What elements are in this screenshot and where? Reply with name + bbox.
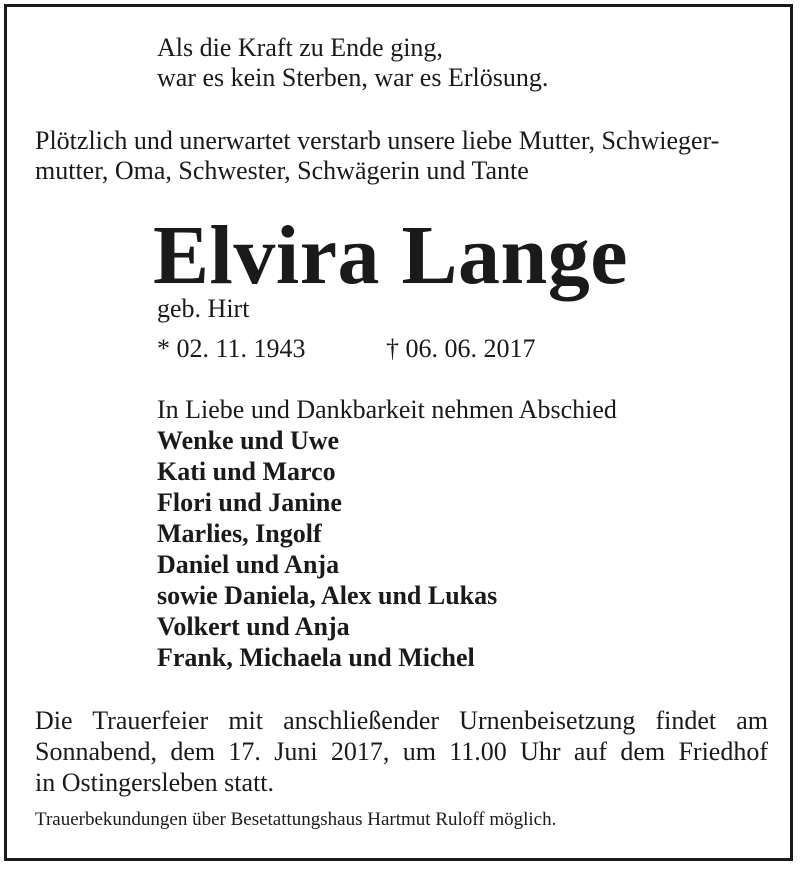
- ceremony-line-2: Sonnabend, dem 17. Juni 2017, um 11.00 Uhr auf dem Friedhof: [35, 737, 768, 766]
- mourner-name: Kati und Marco: [157, 457, 336, 486]
- mourner-name: Frank, Michaela und Michel: [157, 643, 475, 672]
- mourner-name: Marlies, Ingolf: [157, 519, 322, 548]
- death-date: † 06. 06. 2017: [386, 334, 536, 363]
- mourner-name: Flori und Janine: [157, 488, 342, 517]
- intro-line-2: mutter, Oma, Schwester, Schwägerin und Tante: [35, 156, 529, 185]
- mourner-name: Wenke und Uwe: [157, 426, 340, 455]
- condolence-note: Trauerbekundungen über Besetattungshaus Hartmut Ruloff möglich.: [35, 809, 557, 830]
- mourners-intro: In Liebe und Dankbarkeit nehmen Abschied: [157, 395, 617, 424]
- motto-line-2: war es kein Sterben, war es Erlösung.: [157, 63, 549, 92]
- life-dates: [157, 334, 536, 364]
- ceremony-line-1: Die Trauerfeier mit anschließender Urnenbeisetzung findet am: [35, 706, 768, 735]
- deceased-name: Elvira Lange: [153, 209, 629, 302]
- birth-date: * 02. 11. 1943: [157, 334, 306, 363]
- ceremony-line-3: in Ostingersleben statt.: [35, 768, 275, 797]
- mourner-name: Volkert und Anja: [157, 612, 350, 641]
- mourner-name: sowie Daniela, Alex und Lukas: [157, 581, 498, 610]
- intro-line-1: Plötzlich und unerwartet verstarb unsere liebe Mutter, Schwieger-: [35, 126, 720, 155]
- maiden-name: geb. Hirt: [157, 294, 250, 323]
- motto-line-1: Als die Kraft zu Ende ging,: [157, 33, 443, 62]
- mourner-name: Daniel und Anja: [157, 550, 340, 579]
